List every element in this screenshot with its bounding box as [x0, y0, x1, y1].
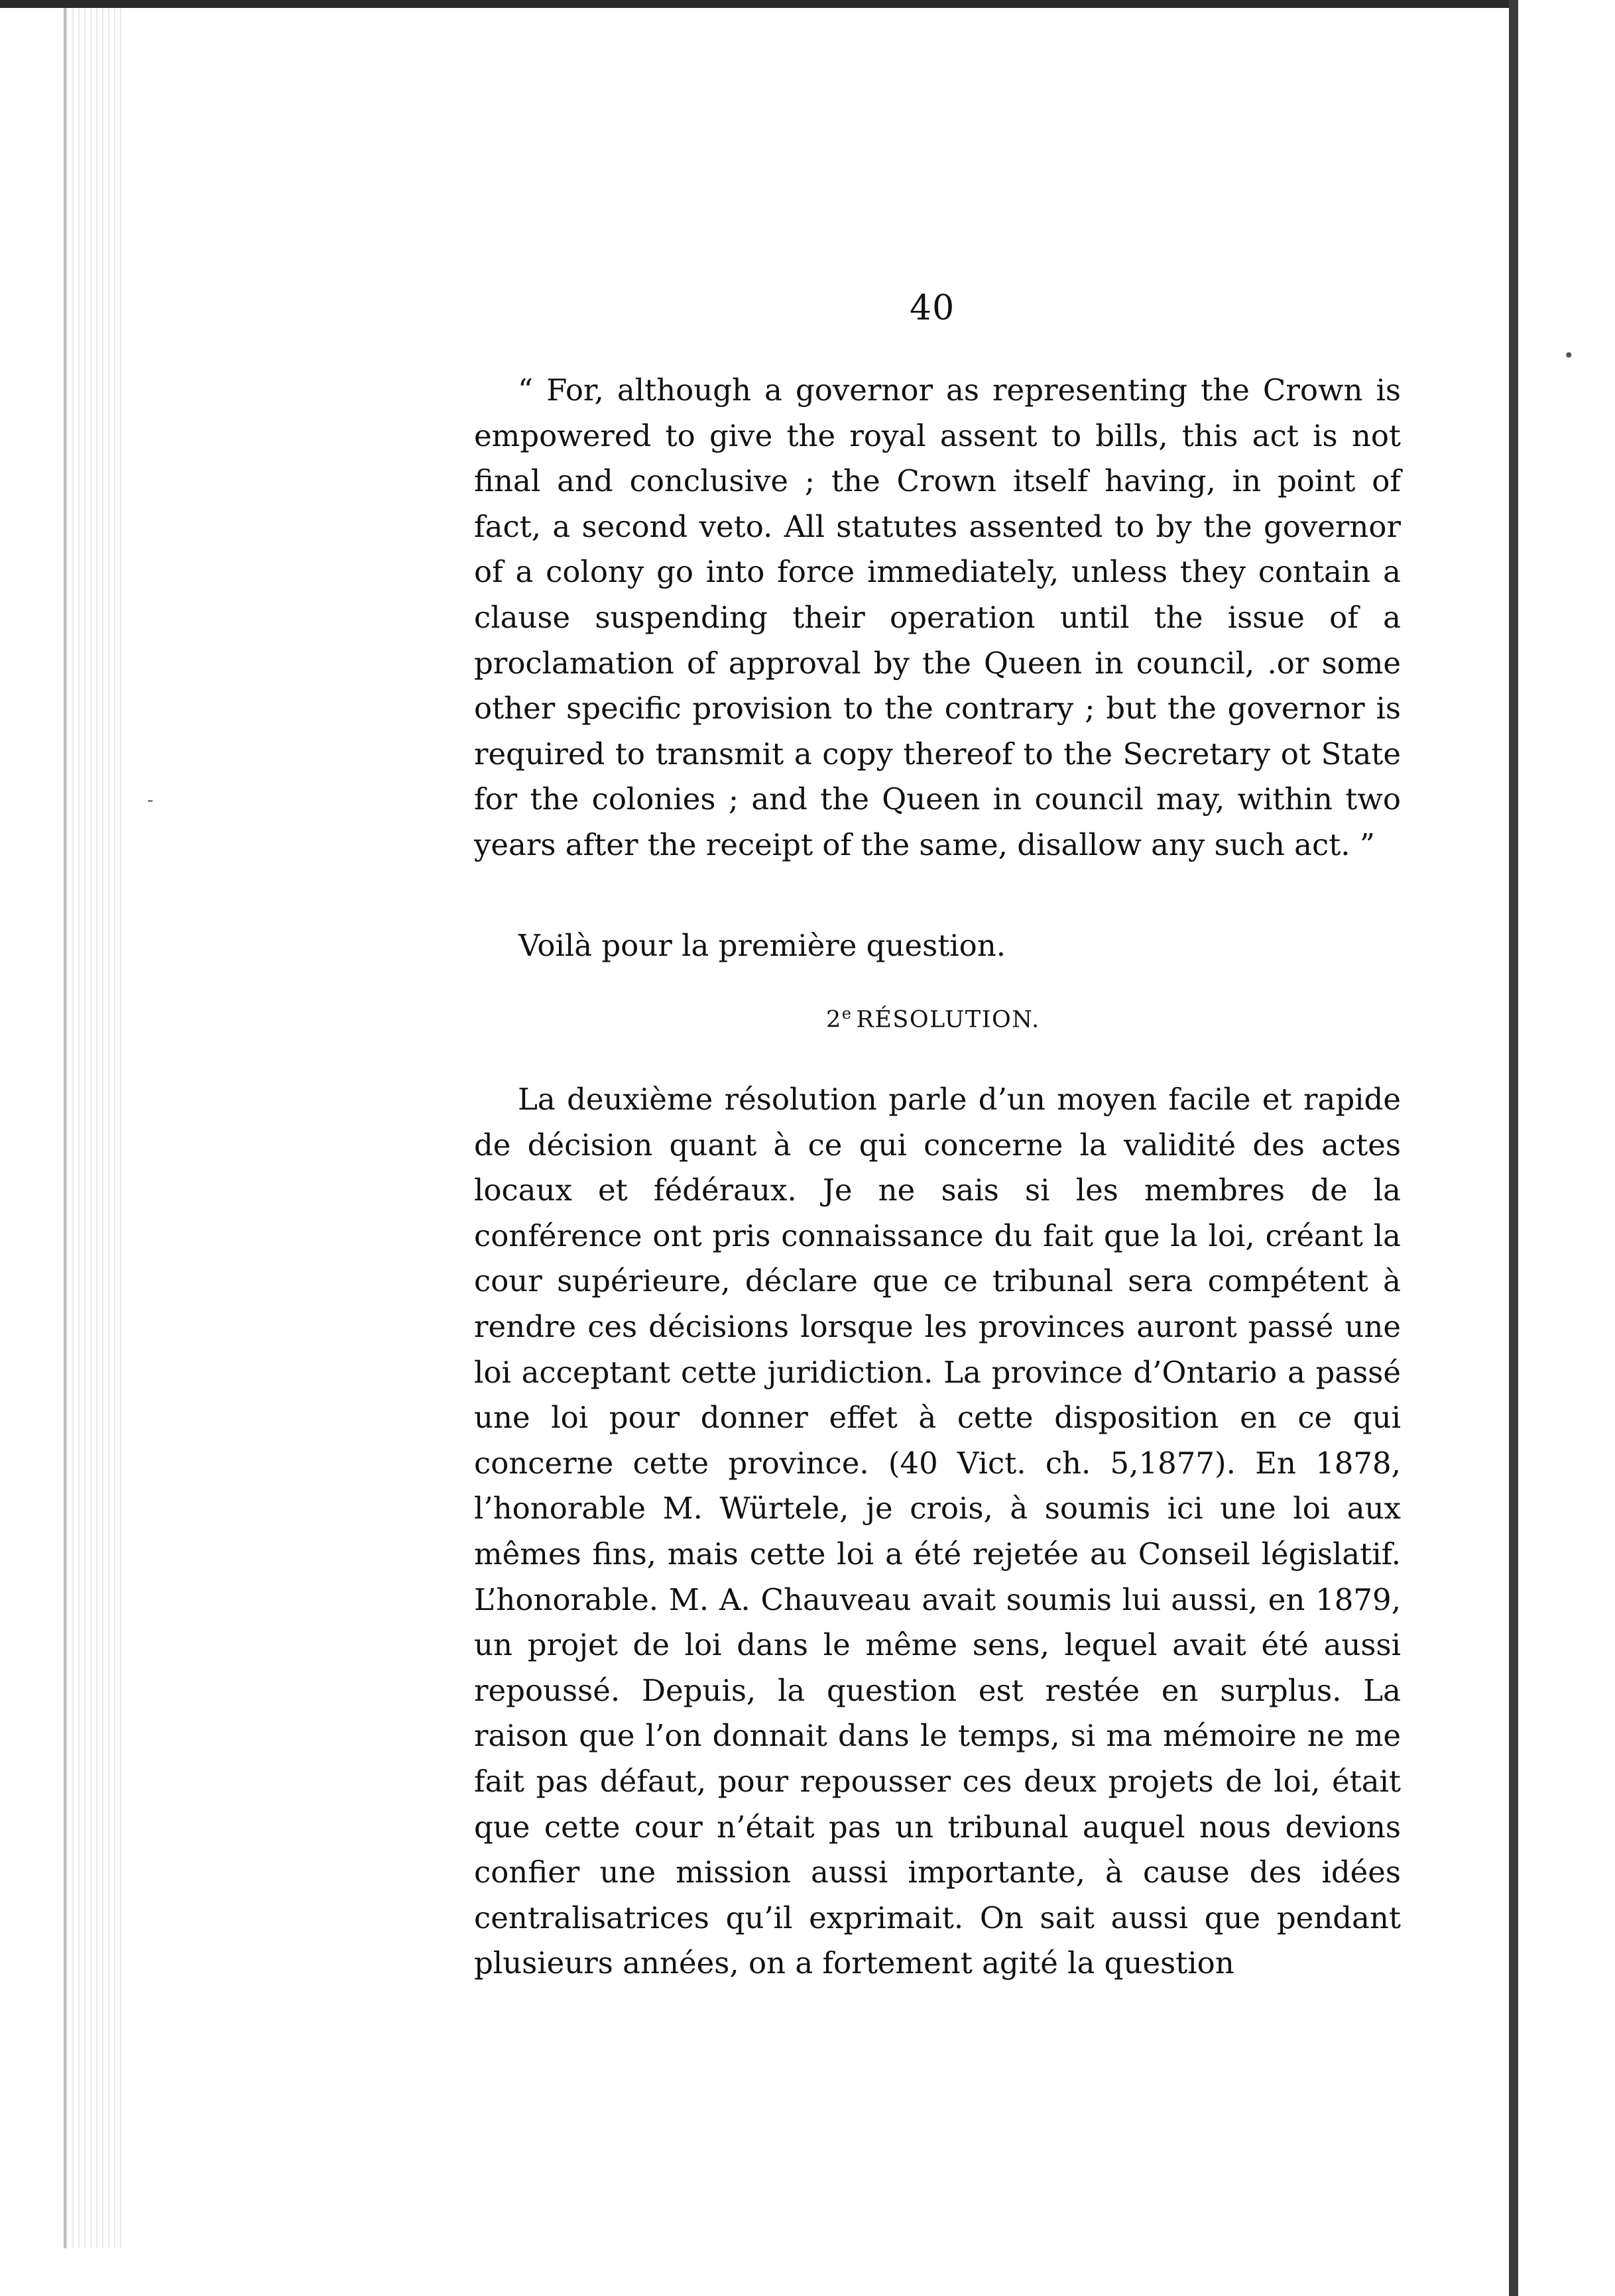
- stacked-page-edges: [66, 8, 126, 2248]
- body-paragraph: [474, 1077, 1401, 1986]
- scan-speck: -: [147, 789, 154, 811]
- scan-top-border: [0, 0, 1615, 8]
- voila-line: Voilà pour la première question.: [518, 928, 1006, 963]
- quote-paragraph-text: “ For, although a governor as representing the Crown is empowered to give the royal assent to bills, this act is not final and conclusive ; the Crown itself having, in point of fact, a second veto. All statutes assented to by the governor of a colony go into force immediately, unless they contain a clause suspending their operation until the issue of a proclamation of approval by the Queen in council, .or some other specific provision to the contrary ; but the governor is required to transmit a copy thereof to the Secretary ot State for the colonies ; and the Queen in council may, within two years after the receipt of the same, disallow any such act. ”: [474, 373, 1401, 862]
- scan-speck: •: [1563, 345, 1575, 367]
- body-paragraph-text: La deuxième résolution parle d’un moyen facile et rapide de décision quant à ce qui concerne la validité des actes locaux et fédéraux. Je ne sais si les membres de la conférence ont pris connaissance du fait que la loi, créant la cour supérieure, déclare que ce tribunal sera compétent à rendre ces décisions lorsque les provinces auront passé une loi acceptant cette juridiction. La province d’Ontario a passé une loi pour donner effet à cette disposition en ce qui concerne cette province. (40 Vict. ch. 5,1877). En 1878, l’honorable M. Würtele, je crois, à soumis ici une loi aux mêmes fins, mais cette loi a été rejetée au Conseil législatif. L’honorable. M. A. Chauveau avait soumis lui aussi, en 1879, un projet de loi dans le même sens, lequel avait été aussi repoussé. Depuis, la question est restée en surplus. La raison que l’on donnait dans le temps, si ma mémoire ne me fait pas défaut, pour repousser ces deux projets de loi, était que cette cour n’était pas un tribunal auquel nous devions confier une mission aussi importante, à cause des idées centralisatrices qu’il exprimait. On sait aussi que pendant plusieurs années, on a fortement agité la question: [474, 1082, 1401, 1981]
- quote-paragraph: [474, 368, 1401, 868]
- heading-ordinal: 2: [826, 1006, 842, 1033]
- page-number: 40: [910, 288, 955, 328]
- heading-ordinal-suffix: e: [841, 1004, 853, 1023]
- heading-title: RÉSOLUTION.: [856, 1006, 1040, 1033]
- scan-right-border: [1509, 0, 1518, 2296]
- section-heading: [826, 1004, 1040, 1033]
